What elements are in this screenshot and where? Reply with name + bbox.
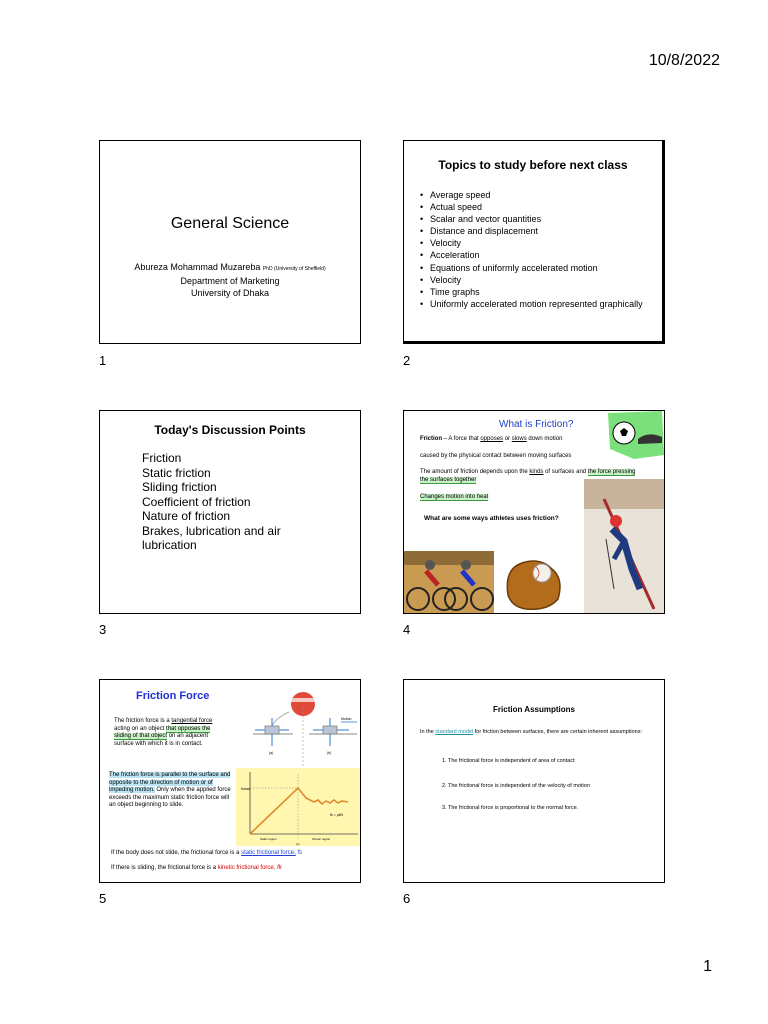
- label-fsmax: fsmax: [241, 787, 251, 791]
- slide-number-5: 5: [99, 891, 107, 906]
- friction-heat-line: Changes motion into heat: [420, 494, 489, 500]
- list-item: • Distance and displacement: [420, 225, 643, 237]
- list-item: • Uniformly accelerated motion represented graphically: [420, 298, 643, 310]
- page-date: 10/8/2022: [648, 52, 720, 69]
- friction-amount-line: The amount of friction depends upon the kinds of surfaces and the force pressing the surfaces together: [420, 469, 636, 483]
- list-item: • Equations of uniformly accelerated motion: [420, 262, 643, 274]
- list-item: Brakes, lubrication and air lubrication: [142, 523, 281, 552]
- assumption-item: 2. The frictional force is independent of the velocity of motion: [442, 783, 590, 789]
- list-item: • Average speed: [420, 189, 643, 201]
- friction-contact-line: caused by the physical contact between moving surfaces: [420, 453, 572, 459]
- kinetic-friction-line: If there is sliding, the frictional force is a kinetic frictional force, fk: [111, 865, 282, 871]
- list-item: • Scalar and vector quantities: [420, 213, 643, 225]
- slide-number-1: 1: [99, 353, 107, 368]
- slide-number-4: 4: [403, 622, 411, 637]
- discussion-list: [142, 451, 332, 553]
- slide-1-author-block: [100, 261, 360, 299]
- cyclists-photo: [404, 551, 494, 614]
- topics-list: [420, 189, 643, 310]
- slide-1-title: General Science: [170, 215, 290, 232]
- slide-number-3: 3: [99, 622, 107, 637]
- list-item: Static friction: [142, 465, 211, 480]
- slide-3: [99, 410, 361, 614]
- label-c: (c): [296, 842, 300, 846]
- friction-force-direction: The friction force is parallel to the surface and opposite to the direction of motion or of impeding motion. Only when the applied force exceeds the maximum static friction force will an object beginning to slide.: [109, 772, 231, 808]
- label-motion: Motion: [341, 717, 352, 721]
- slide-5: [99, 679, 361, 883]
- list-item: Friction: [142, 451, 182, 465]
- author-department: Department of Marketing: [180, 276, 280, 286]
- static-friction-line: If the body does not slide, the frictional force is a static frictional force, fs: [111, 850, 303, 856]
- list-item: Sliding friction: [142, 480, 217, 494]
- baseball-glove-photo: [500, 555, 570, 613]
- athletes-question: What are some ways athletes uses friction?: [424, 515, 559, 522]
- slide-1: [99, 140, 361, 344]
- page-number: 1: [703, 958, 712, 975]
- standard-model-link[interactable]: standard model: [435, 729, 474, 735]
- block-force-diagram: [245, 688, 361, 768]
- friction-force-definition: The friction force is a tangential force acting on an object that opposes the sliding of that object on an adjacent surface with which it is in contact.: [114, 718, 213, 747]
- label-a: (a): [269, 751, 274, 755]
- assumption-item: 1. The frictional force is independent of area of contact: [442, 758, 575, 764]
- skier-photo: [584, 479, 665, 614]
- slide-3-title: Today's Discussion Points: [154, 423, 306, 437]
- slide-2-title: Topics to study before next class: [438, 158, 628, 172]
- label-kinetic: Kinetic region: [312, 837, 331, 841]
- slide-number-2: 2: [403, 353, 411, 368]
- slide-2: [403, 140, 665, 344]
- list-item: • Actual speed: [420, 201, 643, 213]
- author-university: University of Dhaka: [190, 288, 270, 298]
- label-static: Static region: [260, 837, 277, 841]
- slide-6-title: Friction Assumptions: [493, 705, 575, 714]
- slide-4: [403, 410, 665, 614]
- list-item: • Velocity: [420, 237, 643, 249]
- label-b: (b): [327, 751, 332, 755]
- list-item: Nature of friction: [142, 509, 231, 523]
- author-suffix: PhD (University of Sheffield): [262, 266, 326, 272]
- assumptions-intro: In the standard model for friction between surfaces, there are certain inherent assumptions:: [420, 729, 642, 735]
- list-item: • Acceleration: [420, 249, 643, 261]
- friction-definition: Friction – A force that opposes or slows down motion: [420, 436, 563, 442]
- slide-4-title: What is Friction?: [499, 419, 574, 430]
- list-item: Coefficient of friction: [142, 494, 251, 509]
- slide-number-6: 6: [403, 891, 411, 906]
- author-name: Abureza Mohammad Muzareba: [134, 262, 261, 272]
- friction-graph: [236, 768, 361, 846]
- slide-5-title: Friction Force: [136, 690, 210, 702]
- list-item: • Velocity: [420, 274, 643, 286]
- list-item: • Time graphs: [420, 286, 643, 298]
- slide-6: [403, 679, 665, 883]
- label-fk: fk = μkN: [330, 813, 344, 817]
- assumption-item: 3. The frictional force is proportional to the normal force.: [442, 805, 579, 811]
